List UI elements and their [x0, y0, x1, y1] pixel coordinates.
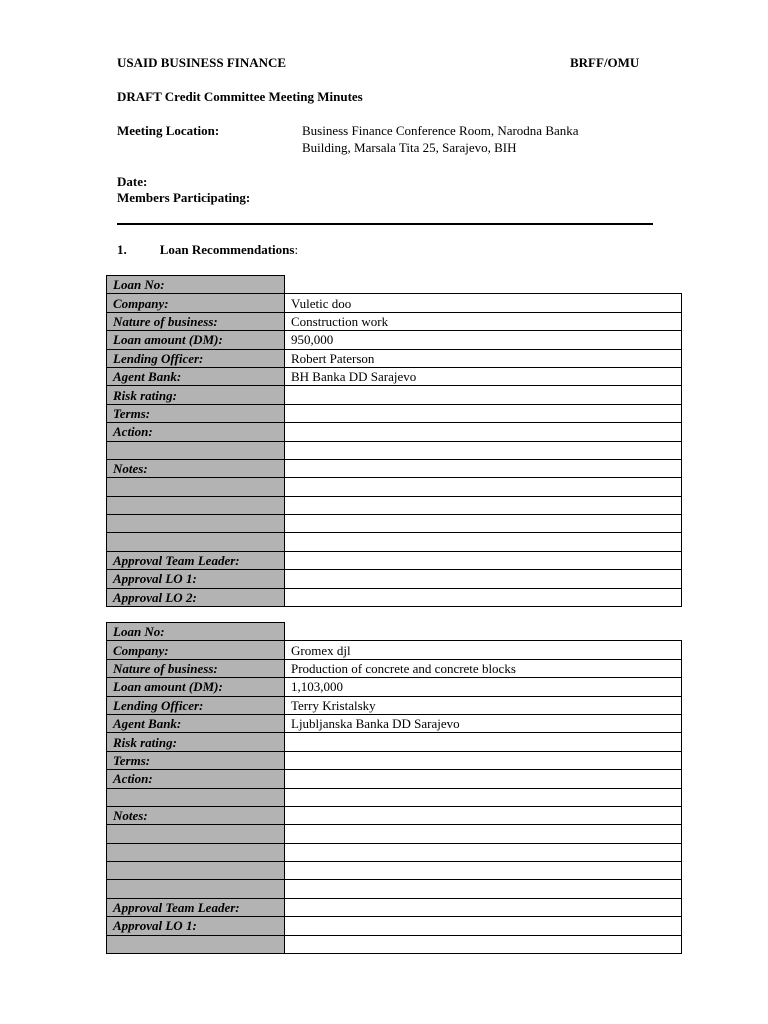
row-label: Terms: [107, 404, 285, 422]
table-row [107, 386, 682, 404]
table-row [107, 696, 682, 714]
table-row [107, 898, 682, 916]
table-row [107, 423, 682, 441]
row-value [285, 825, 682, 843]
row-label: Approval LO 1: [107, 570, 285, 588]
meeting-location-line2: Building, Marsala Tita 25, Sarajevo, BIH [302, 140, 517, 155]
row-value: Gromex djl [285, 641, 682, 659]
row-value [285, 533, 682, 551]
row-value [285, 862, 682, 880]
row-value [285, 917, 682, 935]
section-colon: : [294, 242, 299, 257]
row-label: Action: [107, 423, 285, 441]
table-row [107, 825, 682, 843]
row-label [107, 935, 285, 953]
loan-table-2 [106, 622, 682, 954]
row-value [285, 496, 682, 514]
table-row [107, 862, 682, 880]
section-title: Loan Recommendations [159, 242, 295, 257]
row-value [285, 880, 682, 898]
row-value [285, 935, 682, 953]
members-label: Members Participating: [117, 190, 251, 205]
table-row [107, 312, 682, 330]
table-row [107, 349, 682, 367]
row-value [285, 733, 682, 751]
row-label: Agent Bank: [107, 714, 285, 732]
row-label: Company: [107, 641, 285, 659]
row-label [107, 478, 285, 496]
table-row [107, 641, 682, 659]
table-row [107, 588, 682, 606]
section-divider [117, 223, 653, 225]
table-row [107, 806, 682, 824]
row-value: Ljubljanska Banka DD Sarajevo [285, 714, 682, 732]
section-heading [117, 242, 298, 258]
table-row [107, 515, 682, 533]
table-row [107, 367, 682, 385]
row-label [107, 441, 285, 459]
row-value [285, 843, 682, 861]
row-label [107, 843, 285, 861]
row-value [285, 404, 682, 422]
table-row [107, 751, 682, 769]
row-label [107, 862, 285, 880]
row-label: Nature of business: [107, 312, 285, 330]
table-row [107, 294, 682, 312]
loan-table-1 [106, 275, 682, 607]
row-label: Risk rating: [107, 733, 285, 751]
table-row [107, 496, 682, 514]
table-row [107, 935, 682, 953]
row-label: Risk rating: [107, 386, 285, 404]
row-label: Agent Bank: [107, 367, 285, 385]
org-name: USAID BUSINESS FINANCE [117, 55, 287, 70]
row-label: Notes: [107, 459, 285, 477]
row-value: BH Banka DD Sarajevo [285, 367, 682, 385]
page-title: DRAFT Credit Committee Meeting Minutes [117, 89, 363, 104]
meeting-location-label: Meeting Location: [117, 123, 220, 138]
row-label: Company: [107, 294, 285, 312]
row-value [285, 551, 682, 569]
row-value: Production of concrete and concrete blocks [285, 659, 682, 677]
table-row [107, 570, 682, 588]
table-row [107, 843, 682, 861]
table-row [107, 880, 682, 898]
table-row [107, 623, 682, 641]
row-label: Loan No: [107, 623, 285, 641]
row-label [107, 825, 285, 843]
row-label [107, 880, 285, 898]
row-label: Approval Team Leader: [107, 898, 285, 916]
row-label: Approval LO 2: [107, 588, 285, 606]
row-value [285, 570, 682, 588]
row-label [107, 515, 285, 533]
meeting-location-line1: Business Finance Conference Room, Narodna Banka [302, 123, 579, 138]
row-label: Approval Team Leader: [107, 551, 285, 569]
row-label: Loan amount (DM): [107, 678, 285, 696]
row-value: 950,000 [285, 331, 682, 349]
row-value: Construction work [285, 312, 682, 330]
row-value: 1,103,000 [285, 678, 682, 696]
row-label [107, 788, 285, 806]
row-label: Action: [107, 770, 285, 788]
row-value [285, 515, 682, 533]
table-row [107, 714, 682, 732]
row-value [285, 386, 682, 404]
section-number: 1. [117, 242, 127, 257]
table-row [107, 441, 682, 459]
row-label: Lending Officer: [107, 349, 285, 367]
document-code: BRFF/OMU [570, 55, 640, 70]
row-value [285, 588, 682, 606]
table-row [107, 788, 682, 806]
row-label: Terms: [107, 751, 285, 769]
date-label: Date: [117, 174, 148, 189]
row-label [107, 533, 285, 551]
table-row [107, 733, 682, 751]
row-value: Vuletic doo [285, 294, 682, 312]
table-row [107, 478, 682, 496]
row-value [285, 459, 682, 477]
row-value [285, 276, 682, 294]
row-label [107, 496, 285, 514]
row-value [285, 788, 682, 806]
row-value: Robert Paterson [285, 349, 682, 367]
table-row [107, 276, 682, 294]
row-label: Lending Officer: [107, 696, 285, 714]
table-row [107, 678, 682, 696]
row-label: Nature of business: [107, 659, 285, 677]
row-value [285, 806, 682, 824]
table-row [107, 404, 682, 422]
table-row [107, 551, 682, 569]
table-row [107, 459, 682, 477]
row-value [285, 478, 682, 496]
row-label: Loan amount (DM): [107, 331, 285, 349]
row-value [285, 898, 682, 916]
table-row [107, 917, 682, 935]
row-value [285, 441, 682, 459]
row-value [285, 751, 682, 769]
row-value: Terry Kristalsky [285, 696, 682, 714]
row-value [285, 623, 682, 641]
table-row [107, 659, 682, 677]
row-label: Notes: [107, 806, 285, 824]
table-row [107, 770, 682, 788]
row-label: Approval LO 1: [107, 917, 285, 935]
table-row [107, 331, 682, 349]
row-label: Loan No: [107, 276, 285, 294]
row-value [285, 770, 682, 788]
row-value [285, 423, 682, 441]
table-row [107, 533, 682, 551]
